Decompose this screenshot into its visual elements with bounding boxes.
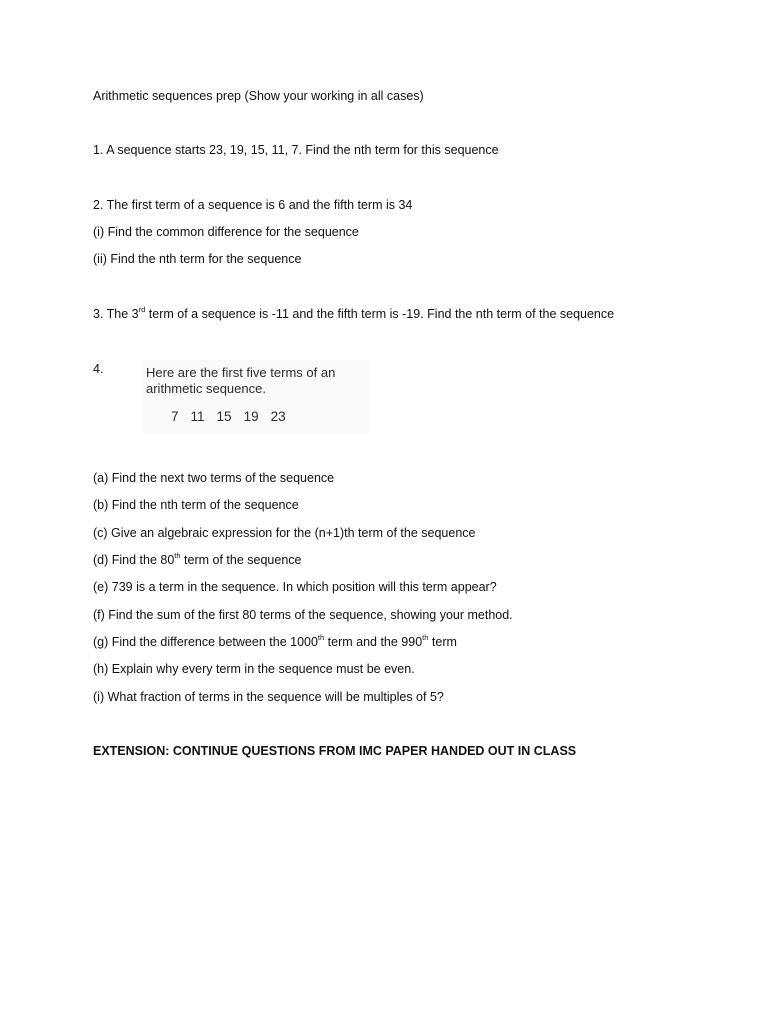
sequence-terms — [171, 409, 298, 425]
question-2-part-i: (i) Find the common difference for the sequence — [93, 225, 359, 239]
question-4-part-c: (c) Give an algebraic expression for the (n+1)th term of the sequence — [93, 526, 476, 540]
question-4-part-g-superscript-1: th — [317, 632, 325, 642]
question-4-number: 4. — [93, 362, 104, 376]
sequence-term: 19 — [243, 409, 259, 424]
question-4-part-b: (b) Find the nth term of the sequence — [93, 498, 299, 512]
question-3-text-end: term of a sequence is -11 and the fifth term is -19. Find the nth term of the sequence — [145, 307, 615, 321]
question-4-part-g-text-end: term — [428, 635, 457, 649]
extension-note: EXTENSION: CONTINUE QUESTIONS FROM IMC PAPER HANDED OUT IN CLASS — [93, 744, 577, 758]
question-4-part-d-text-end: term of the sequence — [180, 553, 302, 567]
sequence-term: 23 — [270, 409, 286, 424]
question-4-part-g-superscript-2: th — [422, 632, 429, 642]
question-4-part-g-text-middle: term and the 990 — [324, 635, 423, 649]
question-4-part-d-text-start: (d) Find the 80 — [93, 553, 175, 567]
question-4-part-d-superscript: th — [174, 550, 181, 560]
sequence-term: 7 — [171, 409, 179, 424]
question-2-stem: 2. The first term of a sequence is 6 and the fifth term is 34 — [93, 198, 413, 212]
question-4-part-d — [93, 552, 301, 568]
question-4-part-i: (i) What fraction of terms in the sequence will be multiples of 5? — [93, 690, 444, 704]
question-4-part-h: (h) Explain why every term in the sequence must be even. — [93, 662, 415, 676]
question-4-part-g — [93, 634, 457, 650]
question-4-part-g-text-start: (g) Find the difference between the 1000 — [93, 635, 318, 649]
sequence-image-caption-line-2: arithmetic sequence. — [146, 381, 266, 396]
sequence-term: 15 — [216, 409, 232, 424]
question-4-part-a: (a) Find the next two terms of the sequence — [93, 471, 335, 485]
question-4-part-f: (f) Find the sum of the first 80 terms of the sequence, showing your method. — [93, 608, 513, 622]
question-2-part-ii: (ii) Find the nth term for the sequence — [93, 252, 302, 266]
sequence-term: 11 — [190, 409, 205, 424]
sequence-image — [143, 360, 369, 434]
question-3-superscript: rd — [138, 304, 146, 314]
question-3-text-start: 3. The 3 — [93, 307, 139, 321]
sequence-image-caption-line-1: Here are the first five terms of an — [146, 365, 336, 380]
worksheet-title: Arithmetic sequences prep (Show your working in all cases) — [93, 89, 424, 103]
question-4-part-e: (e) 739 is a term in the sequence. In which position will this term appear? — [93, 580, 497, 594]
question-1: 1. A sequence starts 23, 19, 15, 11, 7. Find the nth term for this sequence — [93, 143, 499, 157]
question-3 — [93, 306, 614, 322]
